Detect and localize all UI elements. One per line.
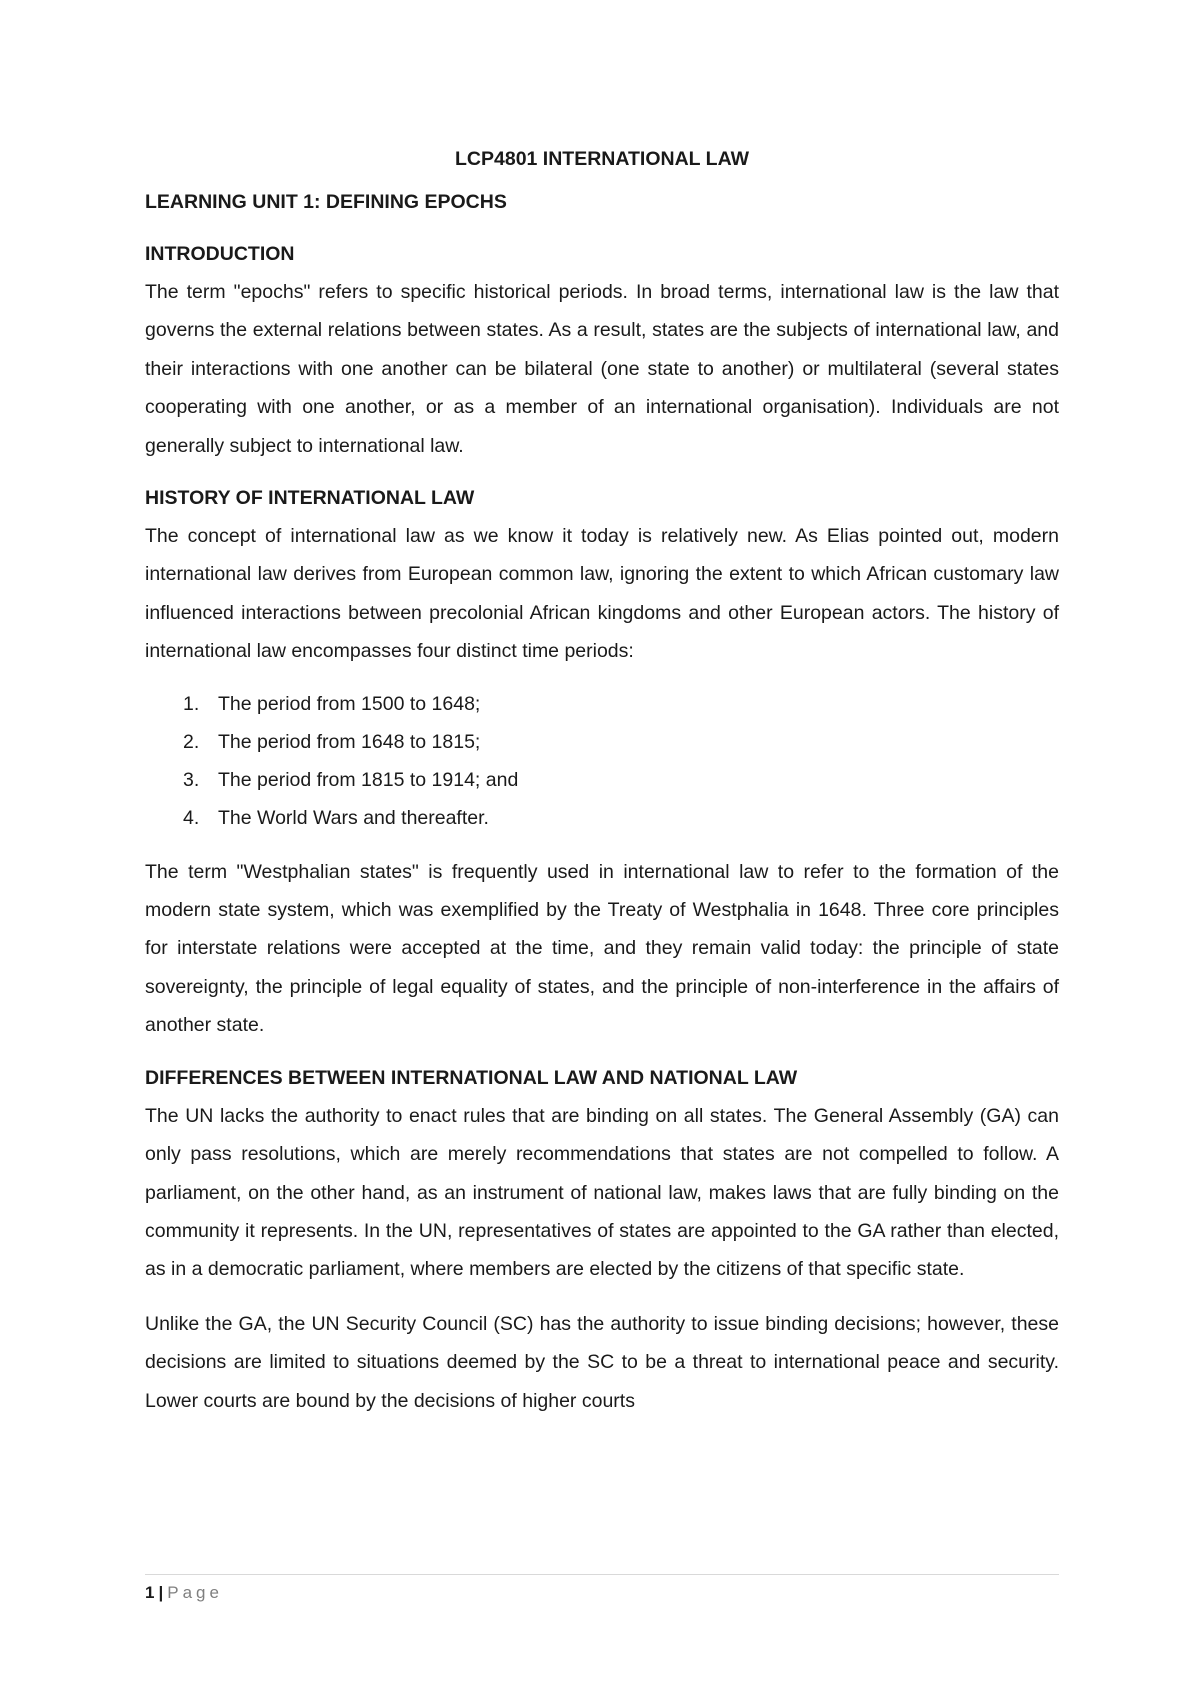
list-item: [145, 723, 1059, 761]
list-item-number: 3.: [183, 768, 200, 791]
footer-page-label: Page: [167, 1583, 223, 1602]
westphalian-paragraph: The term "Westphalian states" is frequently used in international law to refer to the formation of the modern state system, which was exemplified by the Treaty of Westphalia in 1648. Three core principles for interstate relations were accepted at the time, and they remain valid today: the principle of state sovereignty, the principle of legal equality of states, and the principle of non-interference in the affairs of another state.: [145, 860, 1059, 1037]
footer-page-number: 1: [145, 1583, 155, 1602]
differences-paragraph-2: Unlike the GA, the UN Security Council (SC) has the authority to issue binding decisions; however, these decisions are limited to situations deemed by the SC to be a threat to international peace and security. Lower courts are bound by the decisions of higher courts: [145, 1312, 1059, 1412]
introduction-paragraph: The term "epochs" refers to specific historical periods. In broad terms, international law is the law that governs the external relations between states. As a result, states are the subjects of international law, and their interactions with one another can be bilateral (one state to another) or multilateral (several states cooperating with one another, or as a member of an international organisation). Individuals are not generally subject to international law.: [145, 281, 1059, 457]
document-title: LCP4801 INTERNATIONAL LAW: [455, 148, 749, 170]
list-item-text: The period from 1815 to 1914; and: [218, 768, 519, 791]
introduction-heading: INTRODUCTION: [145, 243, 295, 265]
page-content: [145, 140, 1059, 1420]
list-item-number: 1.: [183, 692, 200, 715]
footer-divider: [145, 1574, 1059, 1575]
footer-separator: |: [158, 1583, 164, 1602]
list-item-number: 4.: [183, 806, 200, 829]
list-item: [145, 685, 1059, 723]
list-item: [145, 761, 1059, 799]
differences-heading: DIFFERENCES BETWEEN INTERNATIONAL LAW AND NATIONAL LAW: [145, 1066, 798, 1089]
list-item: [145, 799, 1059, 837]
history-heading: HISTORY OF INTERNATIONAL LAW: [145, 487, 475, 510]
footer-page-indicator: [145, 1581, 1059, 1605]
list-item-text: The period from 1648 to 1815;: [218, 730, 481, 753]
learning-unit-heading: LEARNING UNIT 1: DEFINING EPOCHS: [145, 191, 507, 213]
list-item-text: The World Wars and thereafter.: [218, 806, 489, 829]
differences-paragraph-1: The UN lacks the authority to enact rules that are binding on all states. The General Assembly (GA) can only pass resolutions, which are merely recommendations that states are not compelled to follow. A parliament, on the other hand, as an instrument of national law, makes laws that are fully binding on the community it represents. In the UN, representatives of states are appointed to the GA rather than elected, as in a democratic parliament, where members are elected by the citizens of that specific state.: [145, 1104, 1059, 1281]
list-item-number: 2.: [183, 730, 200, 753]
periods-list: [145, 685, 1059, 837]
list-item-text: The period from 1500 to 1648;: [218, 692, 481, 715]
page-footer: [145, 1574, 1059, 1605]
history-paragraph: The concept of international law as we know it today is relatively new. As Elias pointed out, modern international law derives from European common law, ignoring the extent to which African customary law influenced interactions between precolonial African kingdoms and other European actors. The history of international law encompasses four distinct time periods:: [145, 525, 1059, 663]
